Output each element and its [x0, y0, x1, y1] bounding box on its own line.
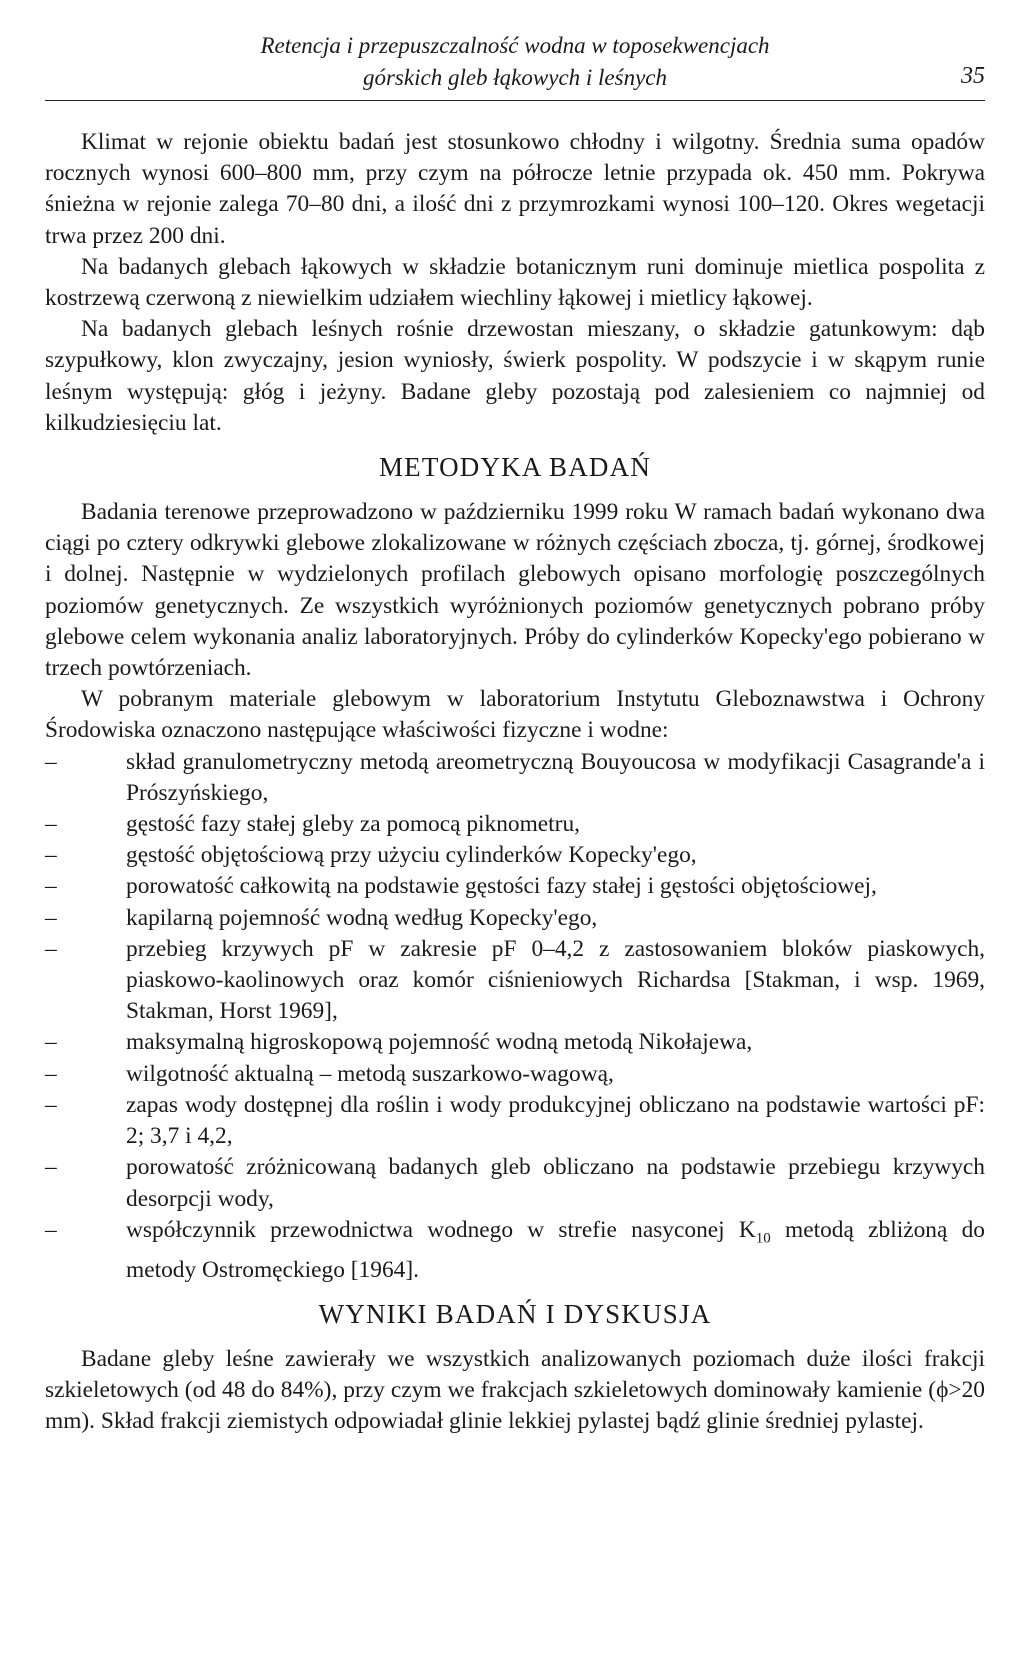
list-item — [45, 1090, 985, 1152]
subscript-10: 10 — [755, 1230, 771, 1247]
list-item-text: przebieg krzywych pF w zakresie pF 0–4,2 z zastosowaniem bloków piaskowych, piaskowo-kaolinowych oraz komór ciśnieniowych Richardsa [Stakman, i wsp. 1969, Stakman, Horst 1969], — [126, 935, 985, 1025]
list-item-text: kapilarną pojemność wodną według Kopecky'ego, — [126, 904, 598, 931]
list-dash: – — [45, 935, 57, 962]
list-item — [45, 871, 985, 902]
list-dash: – — [45, 873, 57, 900]
list-item-text: wilgotność aktualną – metodą suszarkowo-wagową, — [126, 1060, 614, 1087]
list-item-text-end: metodą zbliżoną do metody Ostromęckiego [1964]. — [126, 1216, 985, 1283]
list-item-text: skład granulometryczny metodą areometryczną Bouyoucosa w modyfikacji Casagrande'a i Prószyńskiego, — [126, 748, 985, 806]
list-item — [45, 903, 985, 934]
methods-paragraph-2: W pobranym materiale glebowym w laboratorium Instytutu Gleboznawstwa i Ochrony Środowiska oznaczono następujące właściwości fizyczne i wodne: — [45, 686, 985, 744]
list-item — [45, 1059, 985, 1090]
running-title-line-1: Retencja i przepuszczalność wodna w toposekwencjach — [260, 33, 770, 58]
list-item-conductivity — [45, 1215, 985, 1286]
list-dash: – — [45, 748, 57, 775]
method-list — [45, 747, 985, 1286]
list-item — [45, 809, 985, 840]
climate-paragraph: Klimat w rejonie obiektu badań jest stosunkowo chłodny i wilgotny. Średnia suma opadów rocznych wynosi 600–800 mm, przy czym na półrocze letnie przypada ok. 450 mm. Pokrywa śnieżna w rejonie zalega 70–80 dni, a ilość dni z przymrozkami wynosi 100–120. Okres wegetacji trwa przez 200 dni. — [45, 129, 985, 249]
list-dash: – — [45, 1029, 57, 1056]
list-dash: – — [45, 1154, 57, 1181]
list-item — [45, 747, 985, 809]
list-item-text: gęstość objętościową przy użyciu cylinderków Kopecky'ego, — [126, 842, 697, 869]
list-item — [45, 1027, 985, 1058]
running-head — [45, 30, 985, 100]
results-heading: WYNIKI BADAŃ I DYSKUSJA — [318, 1298, 712, 1329]
header-rule — [45, 100, 985, 101]
list-dash: – — [45, 1216, 57, 1243]
list-dash: – — [45, 842, 57, 869]
list-item-text: maksymalną higroskopową pojemność wodną metodą Nikołajewa, — [126, 1029, 753, 1056]
list-item-text: gęstość fazy stałej gleby za pomocą piknometru, — [126, 811, 581, 838]
page-number: 35 — [961, 63, 985, 89]
list-dash: – — [45, 811, 57, 838]
forest-paragraph: Na badanych glebach leśnych rośnie drzewostan mieszany, o składzie gatunkowym: dąb szypułkowy, klon zwyczajny, jesion wyniosły, świerk pospolity. W podszycie i w skąpym runie leśnym występują: głóg i jeżyny. Badane gleby pozostają pod zalesieniem co najmniej od kilkudziesięciu lat. — [45, 316, 985, 436]
meadow-paragraph: Na badanych glebach łąkowych w składzie botanicznym runi dominuje mietlica pospolita z kostrzewą czerwoną z niewielkim udziałem wiechliny łąkowej i mietlicy łąkowej. — [45, 253, 985, 312]
list-item — [45, 934, 985, 1028]
list-item-text: współczynnik przewodnictwa wodnego w strefie nasyconej K — [126, 1216, 756, 1243]
running-title-line-2: górskich gleb łąkowych i leśnych — [362, 65, 668, 90]
list-dash: – — [45, 1060, 57, 1087]
list-item-text: porowatość zróżnicowaną badanych gleb obliczano na podstawie przebiegu krzywych desorpcji wody, — [126, 1154, 985, 1212]
list-dash: – — [45, 904, 57, 931]
methods-heading: METODYKA BADAŃ — [378, 452, 652, 483]
list-item — [45, 1152, 985, 1214]
list-item — [45, 840, 985, 871]
list-dash: – — [45, 1091, 57, 1118]
page — [45, 30, 985, 1437]
methods-paragraph-1: Badania terenowe przeprowadzono w październiku 1999 roku W ramach badań wykonano dwa ciągi po cztery odkrywki glebowe zlokalizowane w różnych częściach zbocza, tj. górnej, środkowej i dolnej. Następnie w wydzielonych profilach glebowych opisano morfologię poszczególnych poziomów genetycznych. Ze wszystkich wyróżnionych poziomów genetycznych pobrano próby glebowe celem wykonania analiz laboratoryjnych. Próby do cylinderków Kopecky'ego pobierano w trzech powtórzeniach. — [45, 499, 985, 682]
list-item-text: zapas wody dostępnej dla roślin i wody produkcyjnej obliczano na podstawie wartości pF: 2; 3,7 i 4,2, — [126, 1091, 985, 1150]
results-paragraph: Badane gleby leśne zawierały we wszystkich analizowanych poziomach duże ilości frakcji szkieletowych (od 48 do 84%), przy czym we frakcjach szkieletowych dominowały kamienie (ϕ>20 mm). Skład frakcji ziemistych odpowiadał glinie lekkiej pylastej bądź glinie średniej pylastej. — [45, 1345, 985, 1435]
list-item-text: porowatość całkowitą na podstawie gęstości fazy stałej i gęstości objętościowej, — [126, 873, 877, 900]
